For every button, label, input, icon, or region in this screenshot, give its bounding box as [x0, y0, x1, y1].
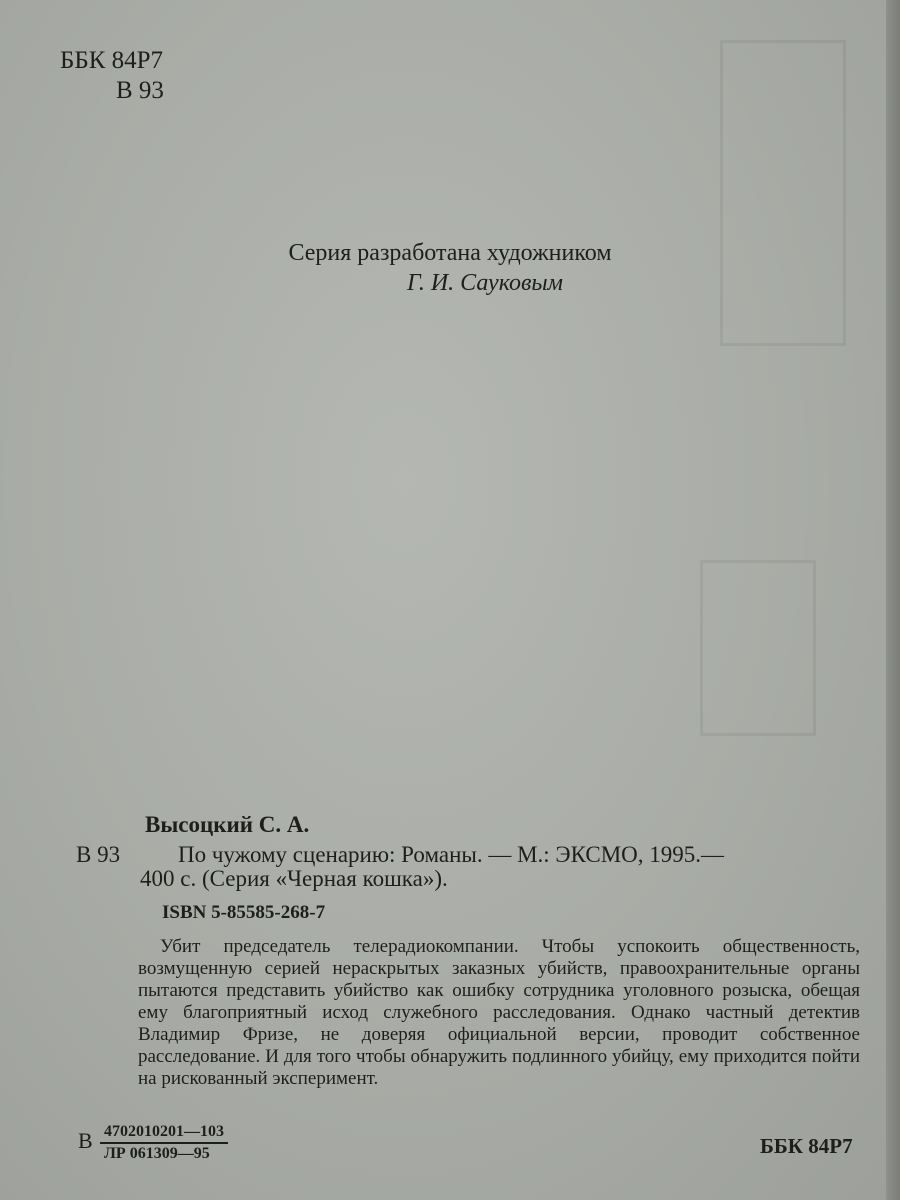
- series-line: Серия разработана художником: [288, 240, 612, 266]
- bbk-code-bottom: ББК 84Р7: [760, 1134, 853, 1158]
- abstract-paragraph: Убит председатель телерадиокомпании. Чтобы успокоить общественность, возмущенную серией нераскрытых заказных убийств, правоохранительные органы пытаются представить убийство как ошибку сотрудника уголовного розыска, обещая ему благоприятный исход служебного расследования. Однако частный детектив Владимир Фризе, не доверяя официальной версии, проводит собственное расследование. И для того чтобы обнаружить подлинного убийцу, ему приходится пойти на рискованный эксперимент.: [138, 936, 860, 1089]
- page-edge: [886, 0, 900, 1200]
- footer-denominator: ЛР 061309—95: [104, 1145, 210, 1162]
- footer-letter: В: [78, 1128, 93, 1153]
- series-credit: [0, 238, 900, 298]
- bbk-code-top: [60, 46, 164, 106]
- show-through-stamp-lower: [700, 560, 816, 736]
- series-artist: Г. И. Сауковым: [407, 270, 563, 296]
- catalog-author: Высоцкий С. А.: [145, 812, 310, 837]
- author-sign-top: В 93: [116, 77, 164, 104]
- footer-fraction: [100, 1122, 228, 1164]
- footer-numerator: 4702010201—103: [100, 1122, 228, 1144]
- catalog-title-line1: По чужому сценарию: Романы. — М.: ЭКСМО, 1995.—: [178, 842, 725, 867]
- isbn: ISBN 5-85585-268-7: [162, 902, 326, 923]
- bbk-label: ББК 84Р7: [60, 47, 164, 74]
- show-through-stamp: [720, 40, 846, 346]
- catalog-title-line2: 400 с. (Серия «Черная кошка»).: [140, 866, 448, 891]
- catalog-author-sign: В 93: [76, 842, 121, 867]
